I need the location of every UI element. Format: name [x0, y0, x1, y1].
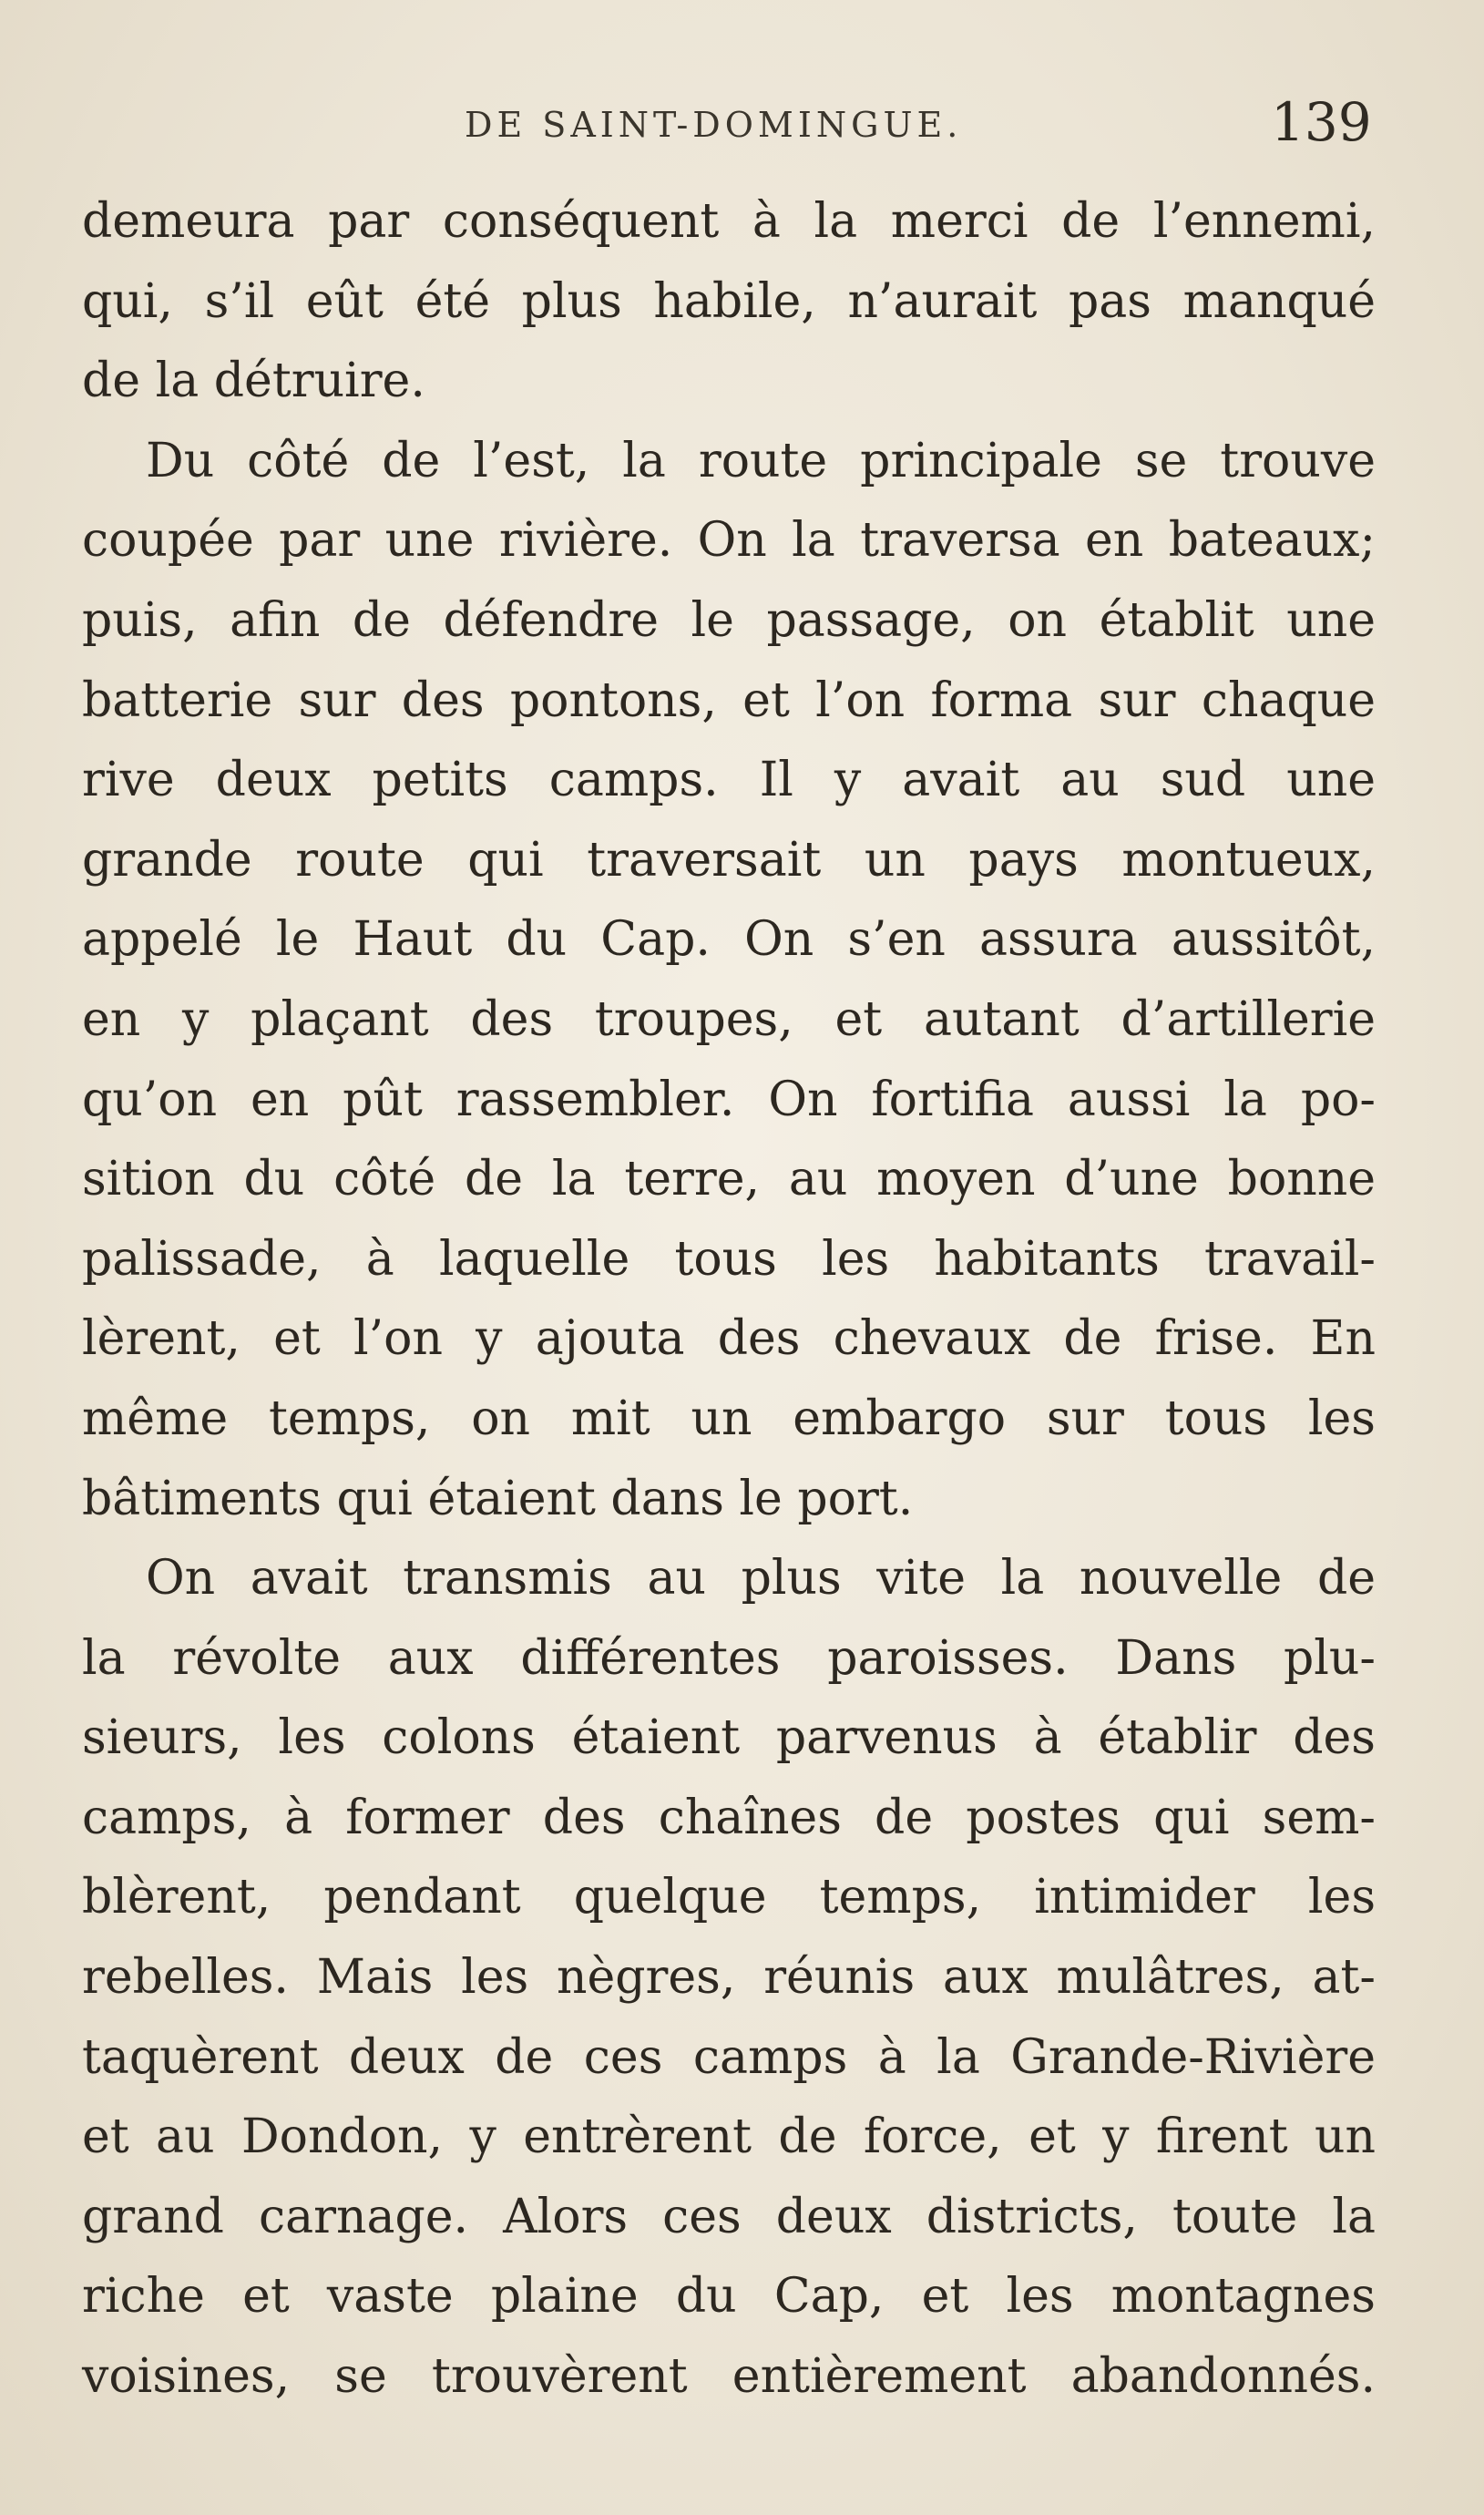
text-line: de la détruire.: [82, 354, 425, 409]
text-line: qu’on en pût rassembler. On fortifia aussi la po-: [82, 1072, 1376, 1127]
text-line: batterie sur des pontons, et l’on forma sur chaque: [82, 672, 1376, 728]
text-line: palissade, à laquelle tous les habitants travail-: [82, 1231, 1376, 1287]
text-line: même temps, on mit un embargo sur tous les: [82, 1391, 1376, 1446]
text-line: rive deux petits camps. Il y avait au sud une: [82, 753, 1376, 808]
running-title: DE SAINT-DOMINGUE.: [465, 105, 963, 145]
text-line: voisines, se trouvèrent entièrement abandonnés.: [82, 2349, 1376, 2405]
text-line: sieurs, les colons étaient parvenus à établir des: [82, 1710, 1376, 1766]
text-line: blèrent, pendant quelque temps, intimider les: [82, 1870, 1376, 1925]
text-line: sition du côté de la terre, au moyen d’une bonne: [82, 1152, 1376, 1207]
text-line: la révolte aux différentes paroisses. Dans plu-: [82, 1630, 1376, 1686]
text-line: et au Dondon, y entrèrent de force, et y firent un: [82, 2110, 1376, 2165]
paragraph-3: [82, 1539, 1376, 2417]
text-line: Du côté de l’est, la route principale se trouve: [146, 433, 1376, 488]
text-line: bâtiments qui étaient dans le port.: [82, 1471, 914, 1526]
text-line: camps, à former des chaînes de postes qui sem-: [82, 1790, 1376, 1845]
text-line: On avait transmis au plus vite la nouvelle de: [146, 1551, 1376, 1607]
paragraph-1: [82, 182, 1376, 422]
page-number: 139: [1271, 91, 1372, 153]
text-line: grande route qui traversait un pays montueux,: [82, 832, 1376, 888]
text-line: qui, s’il eût été plus habile, n’aurait pas manqué: [82, 273, 1376, 329]
text-line: puis, afin de défendre le passage, on établit une: [82, 592, 1376, 648]
text-line: grand carnage. Alors ces deux districts, toute la: [82, 2189, 1376, 2244]
body-text: [82, 182, 1376, 2417]
text-line: taquèrent deux de ces camps à la Grande-Rivière: [82, 2029, 1376, 2085]
text-line: coupée par une rivière. On la traversa en bateaux;: [82, 513, 1376, 569]
text-line: en y plaçant des troupes, et autant d’artillerie: [82, 991, 1376, 1047]
text-line: appelé le Haut du Cap. On s’en assura aussitôt,: [82, 912, 1376, 968]
text-line: rebelles. Mais les nègres, réunis aux mulâtres, at-: [82, 1950, 1376, 2006]
text-line: riche et vaste plaine du Cap, et les montagnes: [82, 2269, 1376, 2325]
text-line: demeura par conséquent à la merci de l’ennemi,: [82, 194, 1376, 249]
running-head: [0, 87, 1484, 159]
paragraph-2: [82, 422, 1376, 1539]
text-line: lèrent, et l’on y ajouta des chevaux de frise. En: [82, 1311, 1376, 1367]
